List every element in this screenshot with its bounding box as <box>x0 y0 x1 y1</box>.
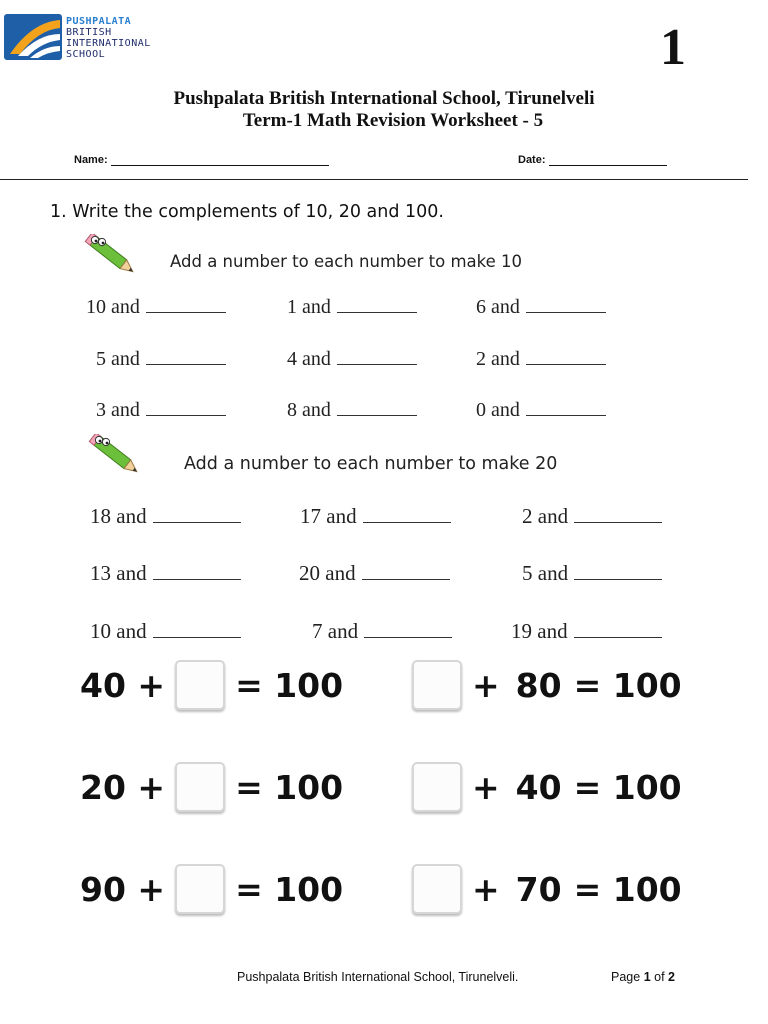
answer-box[interactable] <box>412 762 462 812</box>
pair-label: 10 and <box>90 619 147 643</box>
answer-box[interactable] <box>175 660 225 710</box>
equals-result: = 100 <box>573 869 682 909</box>
pair-label: 13 and <box>90 561 147 585</box>
plus-sign: + <box>472 767 500 807</box>
pair-item <box>522 504 662 529</box>
header-divider <box>0 179 748 180</box>
pair-item <box>511 619 662 644</box>
question-number: 1. <box>50 202 67 222</box>
question-1 <box>50 202 444 222</box>
pair-label: 3 and <box>96 399 140 421</box>
instruction-make-20: Add a number to each number to make 20 <box>184 454 558 474</box>
answer-box[interactable] <box>412 660 462 710</box>
pair-label: 4 and <box>287 348 331 370</box>
equation-left <box>80 864 343 914</box>
instruction-make-10: Add a number to each number to make 10 <box>170 252 523 271</box>
pair-label: 18 and <box>90 504 147 528</box>
page-of: of <box>654 970 665 984</box>
pair-item <box>287 348 417 371</box>
pair-label: 0 and <box>476 399 520 421</box>
pencil-icon <box>82 234 142 278</box>
pair-label: 10 and <box>86 296 140 318</box>
addend: 90 + <box>80 869 166 909</box>
question-text: Write the complements of 10, 20 and 100. <box>72 202 444 222</box>
equals-result: = 100 <box>235 665 344 705</box>
equation-left <box>80 762 343 812</box>
pair-item <box>476 348 606 371</box>
answer-blank[interactable] <box>574 508 662 523</box>
worksheet-title: Term-1 Math Revision Worksheet - 5 <box>242 110 544 131</box>
answer-box[interactable] <box>175 864 225 914</box>
pair-label: 2 and <box>476 348 520 370</box>
pair-item <box>90 619 241 644</box>
answer-box[interactable] <box>412 864 462 914</box>
pair-item <box>300 504 451 529</box>
pair-item <box>287 296 417 319</box>
answer-blank[interactable] <box>574 623 662 638</box>
page-number: 1 <box>660 19 686 76</box>
name-field[interactable] <box>74 154 329 166</box>
answer-blank[interactable] <box>337 350 417 365</box>
plus-sign: + <box>472 665 500 705</box>
pair-label: 5 and <box>96 348 140 370</box>
footer-school: Pushpalata British International School, Tirunelveli. <box>237 970 519 984</box>
page-current: 1 <box>643 970 651 984</box>
pencil-icon <box>86 434 146 478</box>
answer-blank[interactable] <box>364 623 452 638</box>
answer-blank[interactable] <box>526 350 606 365</box>
equation-left <box>80 660 343 710</box>
answer-blank[interactable] <box>337 298 417 313</box>
pair-label: 17 and <box>300 504 357 528</box>
logo-text <box>66 16 151 60</box>
answer-blank[interactable] <box>146 350 226 365</box>
answer-blank[interactable] <box>363 508 451 523</box>
answer-blank[interactable] <box>337 401 417 416</box>
pair-item <box>90 504 241 529</box>
date-field[interactable] <box>518 154 667 166</box>
name-line[interactable] <box>111 155 329 166</box>
answer-blank[interactable] <box>146 401 226 416</box>
name-label: Name: <box>74 154 108 166</box>
answer-blank[interactable] <box>526 298 606 313</box>
pair-label: 8 and <box>287 399 331 421</box>
pair-item <box>96 399 226 422</box>
answer-box[interactable] <box>175 762 225 812</box>
answer-blank[interactable] <box>574 565 662 580</box>
page-total: 2 <box>668 970 675 984</box>
plus-sign: + <box>472 869 500 909</box>
date-label: Date: <box>518 154 546 166</box>
pair-item <box>476 399 606 422</box>
pair-label: 19 and <box>511 619 568 643</box>
pair-item <box>476 296 606 319</box>
pair-item <box>287 399 417 422</box>
equals-result: = 100 <box>235 767 344 807</box>
pair-item <box>312 619 452 644</box>
addend: 40 + <box>80 665 166 705</box>
addend: 40 <box>515 767 562 807</box>
pair-item <box>96 348 226 371</box>
logo-line: BRITISH <box>66 27 112 38</box>
logo-line: PUSHPALATA <box>66 16 132 27</box>
addend: 20 + <box>80 767 166 807</box>
answer-blank[interactable] <box>153 565 241 580</box>
answer-blank[interactable] <box>362 565 450 580</box>
equals-result: = 100 <box>573 665 682 705</box>
pair-label: 2 and <box>522 504 569 528</box>
answer-blank[interactable] <box>153 623 241 638</box>
pair-label: 5 and <box>522 561 569 585</box>
page-word: Page <box>611 970 641 984</box>
pair-item <box>90 561 241 586</box>
pair-label: 1 and <box>287 296 331 318</box>
footer-page <box>611 970 675 984</box>
answer-blank[interactable] <box>526 401 606 416</box>
pair-item <box>522 561 662 586</box>
answer-blank[interactable] <box>153 508 241 523</box>
pair-label: 6 and <box>476 296 520 318</box>
answer-blank[interactable] <box>146 298 226 313</box>
addend: 70 <box>515 869 562 909</box>
pair-label: 7 and <box>312 619 359 643</box>
equation-right <box>402 762 682 812</box>
pair-item <box>299 561 450 586</box>
equation-right <box>402 864 682 914</box>
equation-right <box>402 660 682 710</box>
school-title: Pushpalata British International School, Tirunelveli <box>173 88 595 109</box>
date-line[interactable] <box>549 155 667 166</box>
pair-label: 20 and <box>299 561 356 585</box>
logo-line: SCHOOL <box>66 49 106 60</box>
pair-item <box>86 296 226 319</box>
equals-result: = 100 <box>235 869 344 909</box>
addend: 80 <box>515 665 562 705</box>
equals-result: = 100 <box>573 767 682 807</box>
logo-line: INTERNATIONAL <box>66 38 151 49</box>
